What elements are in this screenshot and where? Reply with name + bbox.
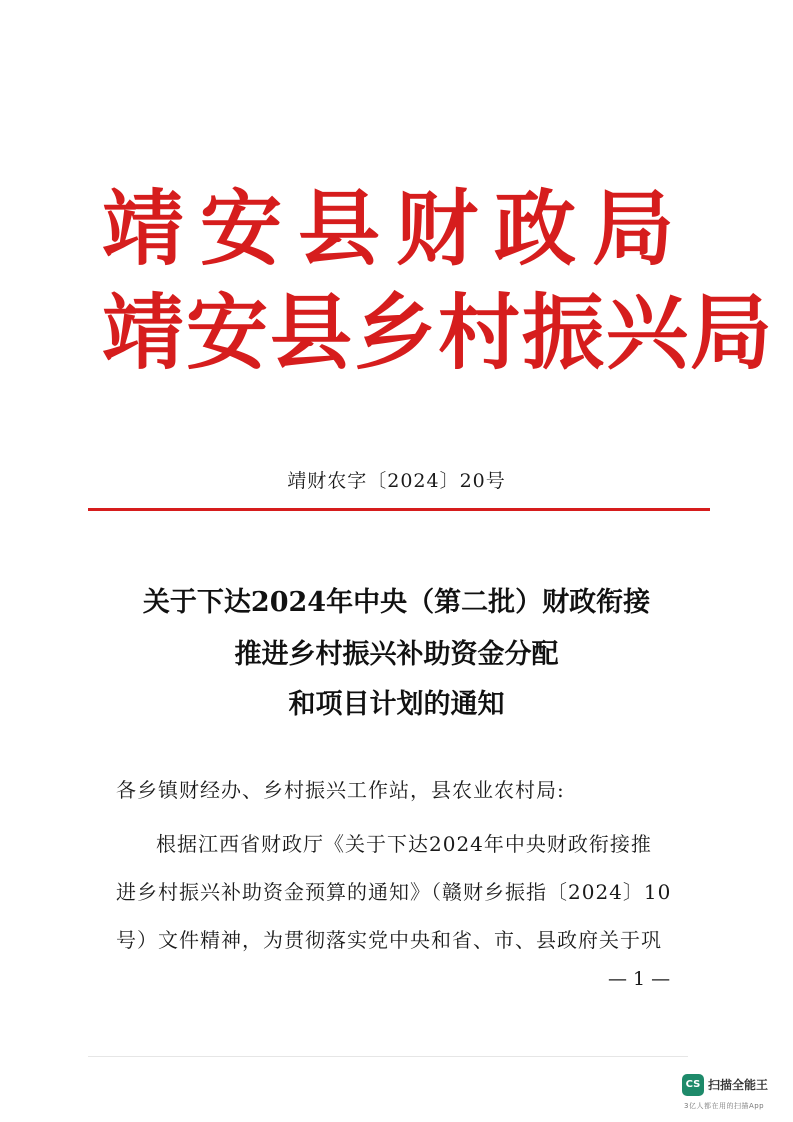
notice-title-line-2: 推进乡村振兴补助资金分配	[234, 639, 559, 670]
document-number: 靖财农字〔2024〕20号	[287, 470, 506, 492]
page-number: — 1 —	[608, 968, 671, 990]
footer-divider	[88, 1056, 688, 1057]
body-paragraph-line-2: 进乡村振兴补助资金预算的通知》（赣财乡振指〔2024〕10	[116, 880, 672, 904]
watermark-app-name: 扫描全能王	[708, 1078, 769, 1092]
letterhead-red-divider	[88, 508, 710, 511]
camscanner-logo-icon: CS	[682, 1074, 704, 1096]
watermark-tagline: 3亿人都在用的扫描App	[684, 1102, 765, 1110]
body-paragraph-line-1: 根据江西省财政厅《关于下达2024年中央财政衔接推	[156, 832, 652, 856]
notice-title-line-3: 和项目计划的通知	[288, 689, 505, 720]
salutation: 各乡镇财经办、乡村振兴工作站，县农业农村局:	[116, 778, 565, 802]
scanner-watermark	[682, 1074, 788, 1114]
issuer-title-finance-bureau: 靖安县财政局	[102, 181, 691, 277]
body-paragraph-line-3: 号）文件精神，为贯彻落实党中央和省、市、县政府关于巩	[116, 928, 662, 952]
issuer-title-rural-revitalization-bureau: 靖安县乡村振兴局	[102, 285, 775, 381]
notice-title-line-1: 关于下达2024年中央（第二批）财政衔接	[142, 587, 651, 618]
